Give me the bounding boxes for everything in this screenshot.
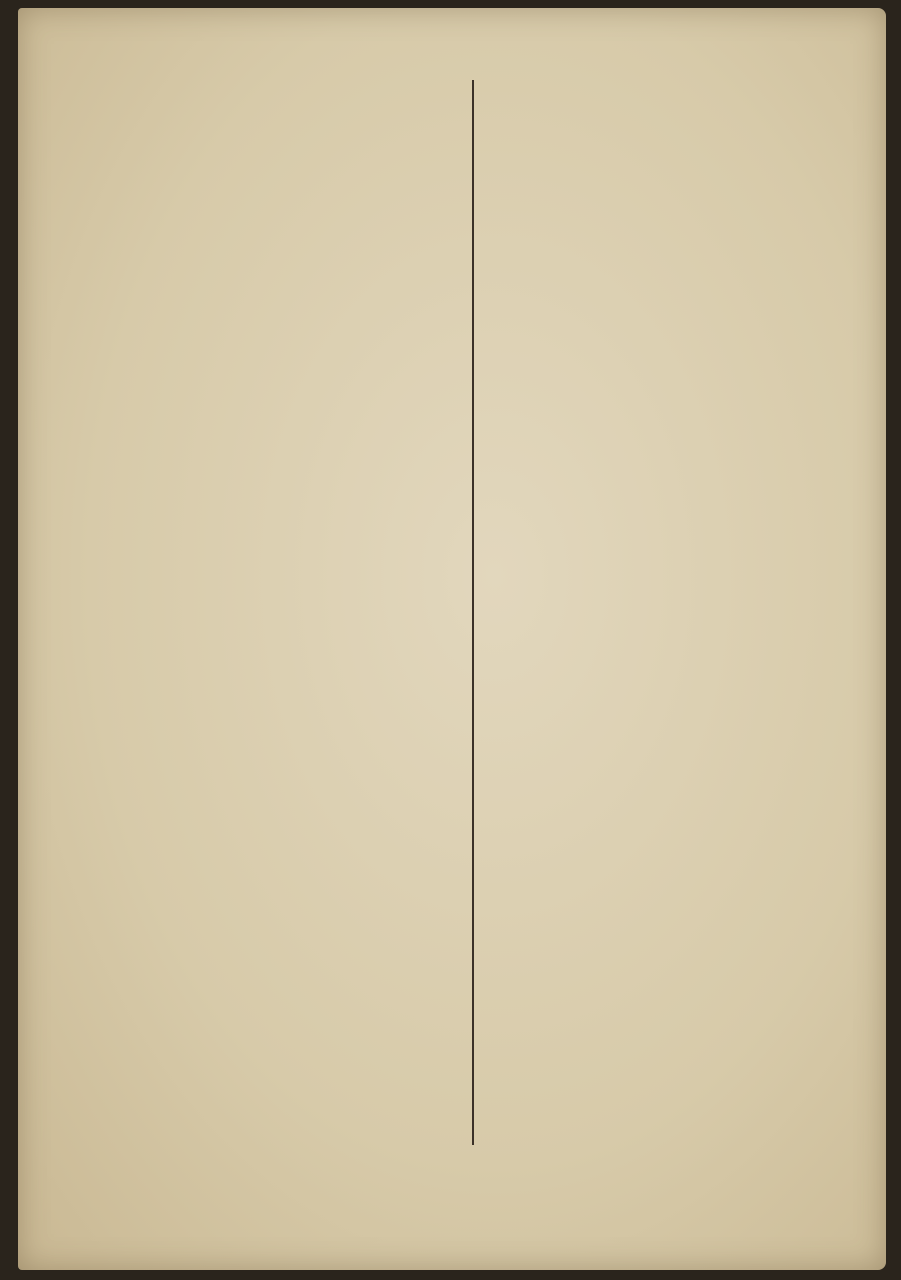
book-page <box>18 8 886 1270</box>
column-divider <box>472 80 474 1145</box>
